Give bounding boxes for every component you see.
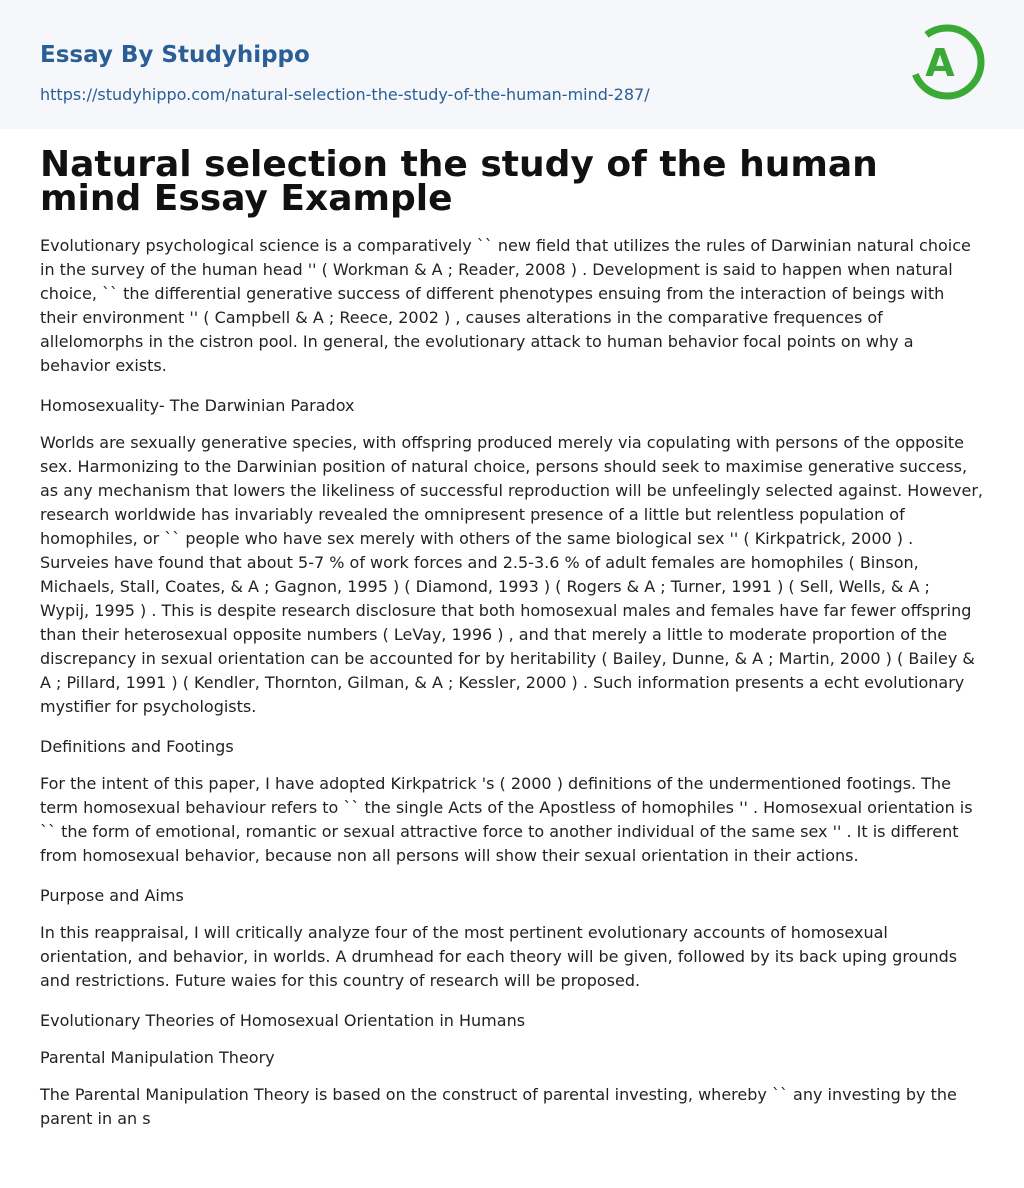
paragraph-intro: Evolutionary psychological science is a comparatively `` new field that utilizes the rules of Darwinian natural choice in the survey of the human head '' ( Workman & A ; Reader, 2008 ) . Development is said to happen when natural choice, `` the differential generative success of different phenotypes ensuing from the interaction of beings with their environment '' ( Campbell & A ; Reece, 2002 ) , causes alterations in the comparative frequences of allelomorphs in the cistron pool. In general, the evolutionary attack to human behavior focal points on why a behavior exists.	[40, 236, 971, 375]
paragraph: For the intent of this paper, I have adopted Kirkpatrick 's ( 2000 ) definitions of the undermentioned footings. The term homosexual behaviour refers to `` the single Acts of the Apostless of homophiles '' . Homosexual orientation is `` the form of emotional, romantic or sexual attractive force to another individual of the same sex '' . It is different from homosexual behavior, because non all persons will show their sexual orientation in their actions.	[40, 774, 973, 865]
section-heading: Evolutionary Theories of Homosexual Orientation in Humans	[40, 1011, 526, 1030]
essay-body	[40, 234, 984, 1147]
paragraph: The Parental Manipulation Theory is based on the construct of parental investing, whereby `` any investing by the parent in an s	[40, 1085, 957, 1128]
site-brand[interactable]: Essay By Studyhippo	[40, 42, 310, 68]
page-url-link[interactable]: https://studyhippo.com/natural-selection-the-study-of-the-human-mind-287/	[40, 85, 650, 104]
section-heading: Homosexuality- The Darwinian Paradox	[40, 396, 355, 415]
page-title: Natural selection the study of the human mind Essay Example	[40, 144, 878, 219]
section-heading: Definitions and Footings	[40, 737, 234, 756]
logo-letter: A	[925, 41, 955, 85]
paragraph: In this reappraisal, I will critically analyze four of the most pertinent evolutionary accounts of homosexual orientation, and behavior, in worlds. A drumhead for each theory will be given, followed by its back uping grounds and restrictions. Future waies for this country of research will be proposed.	[40, 923, 958, 990]
paragraph: Worlds are sexually generative species, with offspring produced merely via copulating with persons of the opposite sex. Harmonizing to the Darwinian position of natural choice, persons should seek to maximise generative success, as any mechanism that lowers the likeliness of successful reproduction will be unfeelingly selected against. However, research worldwide has invariably revealed the omnipresent presence of a little but relentless population of homophiles, or `` people who have sex merely with others of the same biological sex '' ( Kirkpatrick, 2000 ) . Surveies have found that about 5-7 % of work forces and 2.5-3.6 % of adult females are homophiles ( Binson, Michaels, Stall, Coates, & A ; Gagnon, 1995 ) ( Diamond, 1993 ) ( Rogers & A ; Turner, 1991 ) ( Sell, Wells, & A ; Wypij, 1995 ) . This is despite research disclosure that both homosexual males and females have far fewer offspring than their heterosexual opposite numbers ( LeVay, 1996 ) , and that merely a little to moderate proportion of the discrepancy in sexual orientation can be accounted for by heritability ( Bailey, Dunne, & A ; Martin, 2000 ) ( Bailey & A ; Pillard, 1991 ) ( Kendler, Thornton, Gilman, & A ; Kessler, 2000 ) . Such information presents a echt evolutionary mystifier for psychologists.	[40, 433, 983, 716]
section-heading: Parental Manipulation Theory	[40, 1048, 275, 1067]
section-heading: Purpose and Aims	[40, 886, 184, 905]
